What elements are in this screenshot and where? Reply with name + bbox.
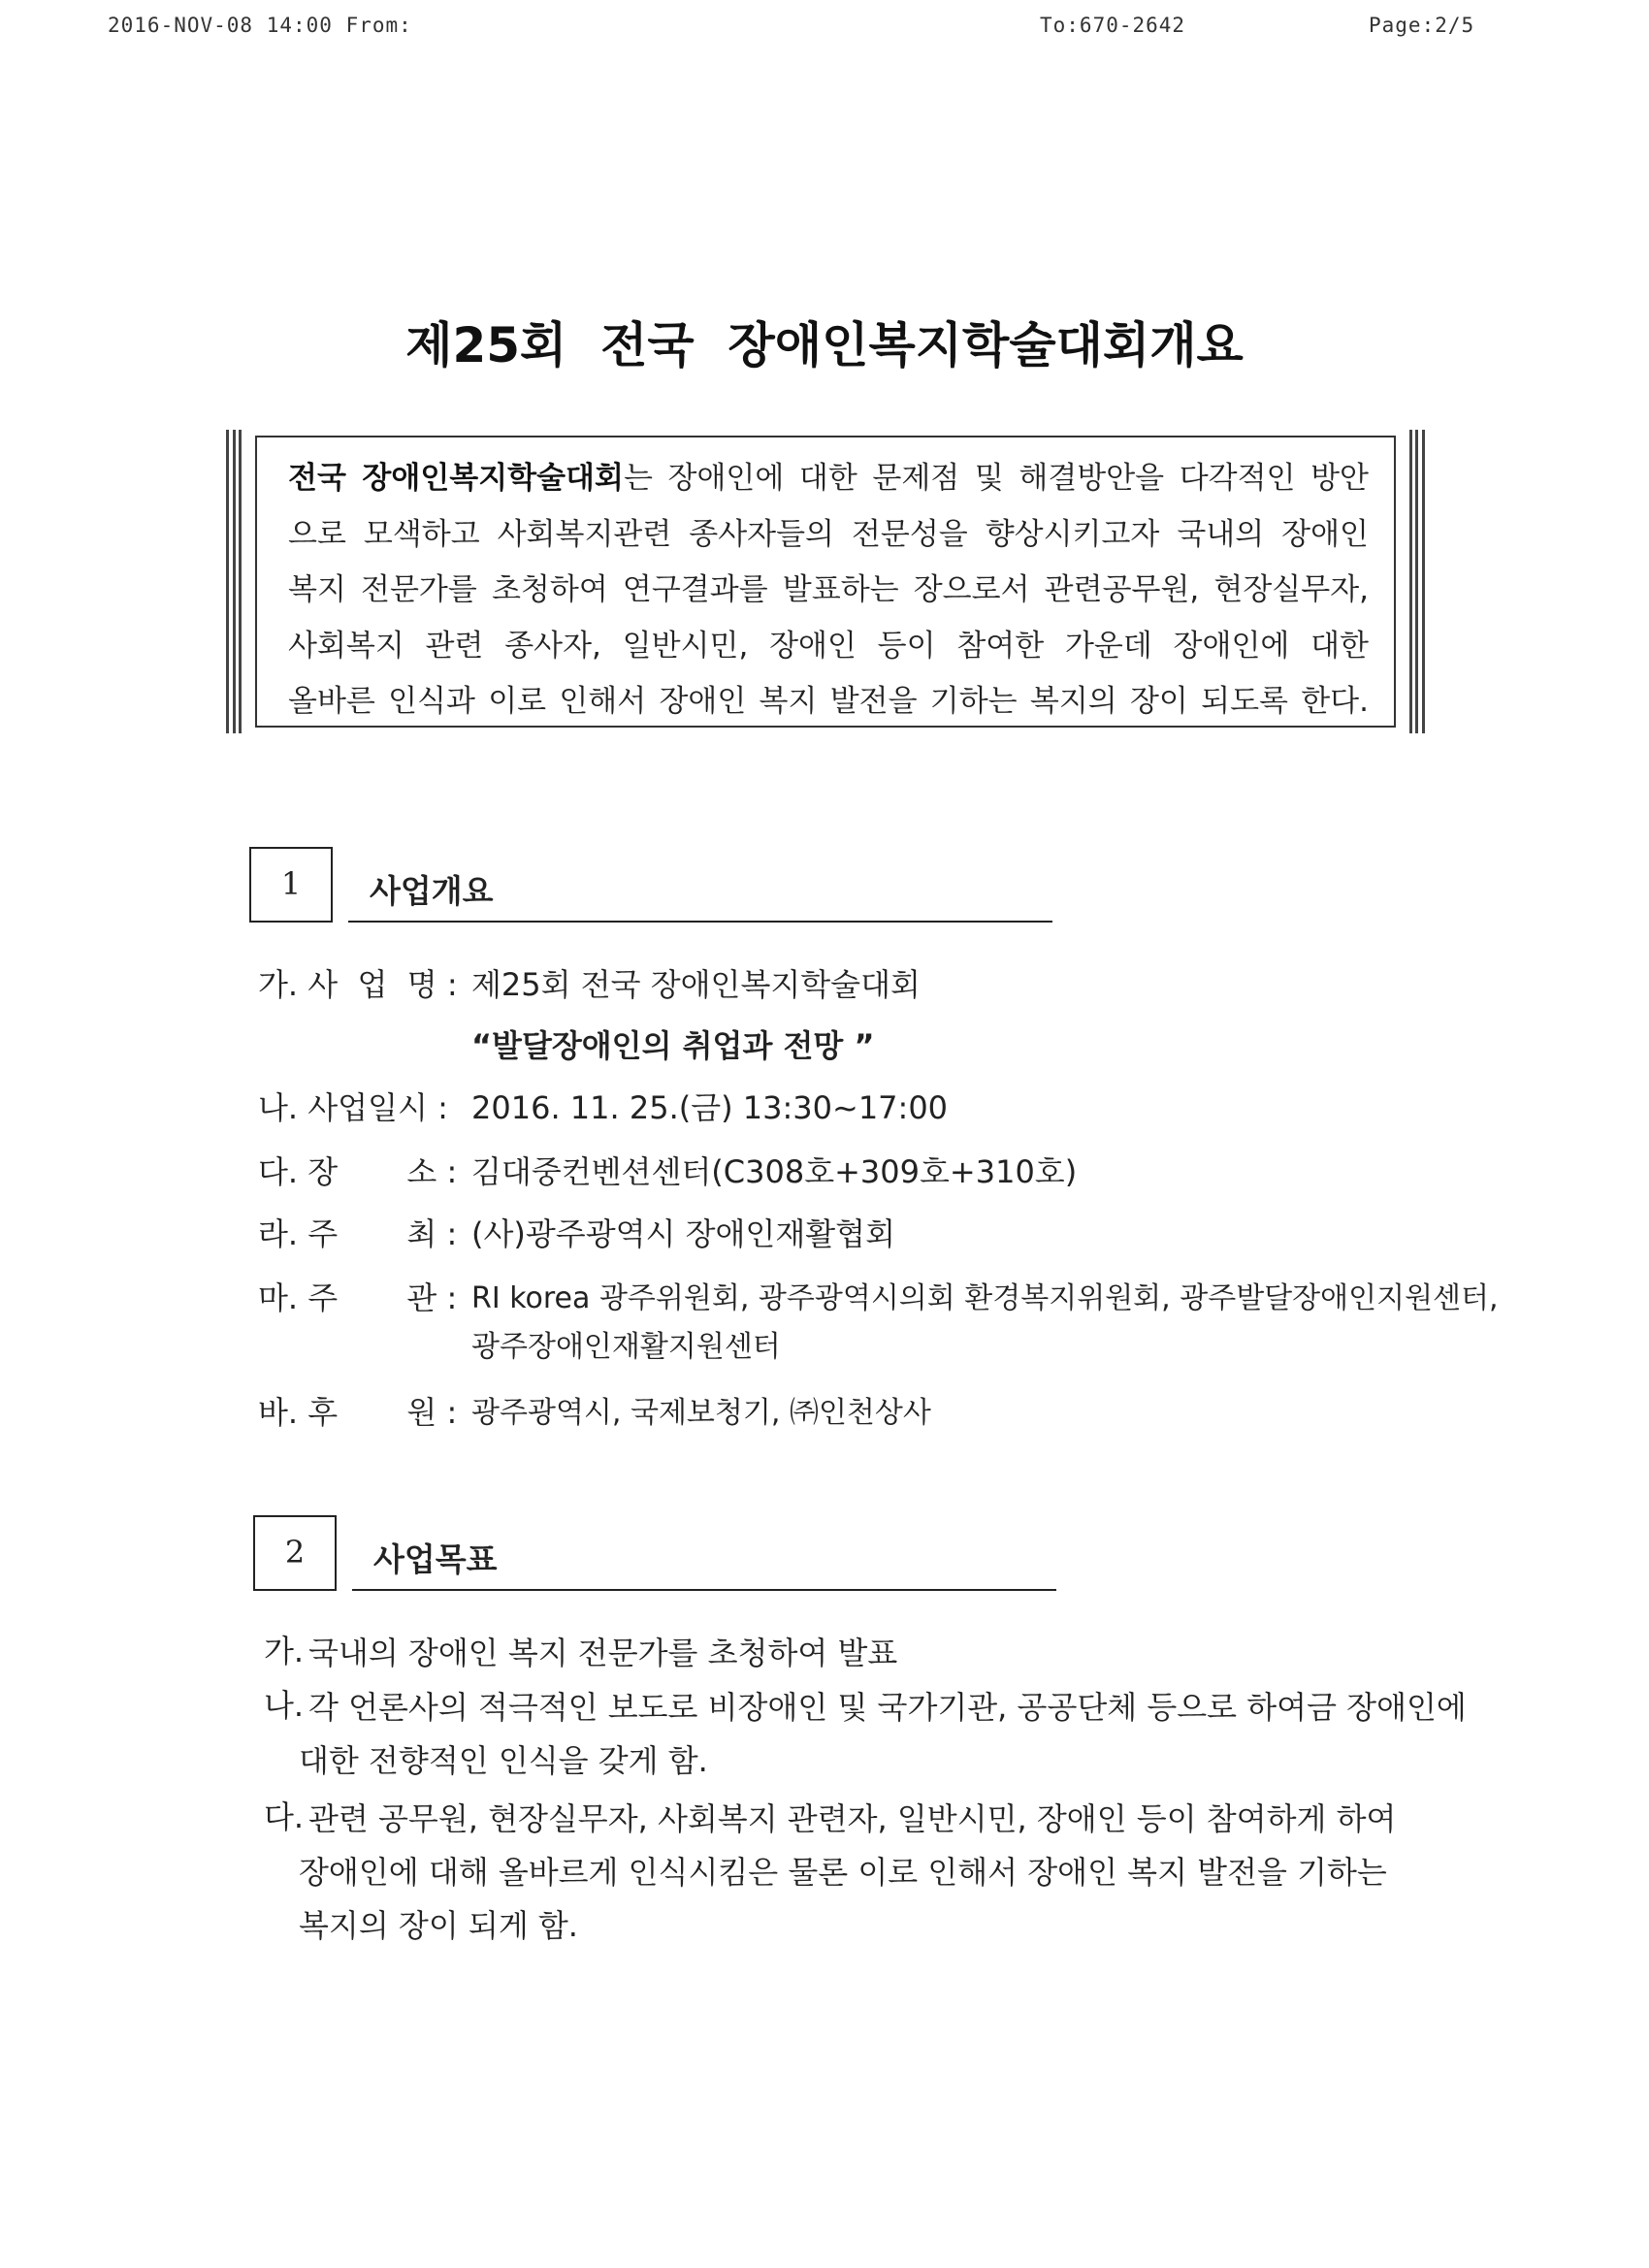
frame-bar bbox=[1422, 430, 1425, 733]
summary-line bbox=[288, 563, 1369, 619]
item-label: 라. 주 최 : bbox=[258, 1215, 458, 1252]
section-number-box: 1 bbox=[249, 847, 333, 923]
summary-text: 올바른 인식과 이로 인해서 장애인 복지 발전을 기하는 복지의 장이 되도록 한다. bbox=[288, 684, 1369, 719]
item-value: 2016. 11. 25.(금) 13:30~17:00 bbox=[471, 1089, 949, 1126]
summary-text: 복지 전문가를 초청하여 연구결과를 발표하는 장으로서 관련공무원, 현장실무자, bbox=[288, 572, 1369, 607]
goal-marker: 다. bbox=[264, 1798, 305, 1835]
item-value: “발달장애인의 취업과 전망 ” bbox=[471, 1027, 875, 1064]
frame-bar bbox=[1409, 430, 1412, 733]
fax-recipient-info: To:670-2642 bbox=[1040, 14, 1186, 37]
goal-text: 국내의 장애인 복지 전문가를 초청하여 발표 bbox=[308, 1635, 898, 1671]
section-underline bbox=[348, 921, 1052, 923]
frame-bar bbox=[226, 430, 229, 733]
summary-box bbox=[255, 436, 1396, 728]
item-label: 가. 사 업 명 : bbox=[258, 966, 458, 1003]
goal-marker: 나. bbox=[264, 1687, 305, 1724]
fax-header bbox=[0, 14, 1649, 43]
summary-line bbox=[288, 507, 1369, 564]
fax-page-number: Page:2/5 bbox=[1369, 14, 1475, 37]
item-value: 제25회 전국 장애인복지학술대회 bbox=[471, 966, 921, 1003]
summary-text: 는 장애인에 대한 문제점 및 해결방안을 다각적인 방안 bbox=[623, 461, 1369, 496]
goal-text: 각 언론사의 적극적인 보도로 비장애인 및 국가기관, 공공단체 등으로 하여금 장애인에 bbox=[308, 1689, 1467, 1726]
item-label: 마. 주 관 : bbox=[258, 1280, 458, 1316]
item-label: 나. 사업일시 : bbox=[258, 1089, 448, 1126]
summary-line bbox=[288, 619, 1369, 675]
item-value: (사)광주광역시 장애인재활협회 bbox=[471, 1215, 895, 1252]
section-number-box: 2 bbox=[253, 1515, 337, 1591]
item-label: 바. 후 원 : bbox=[258, 1394, 458, 1431]
summary-line bbox=[288, 674, 1369, 730]
summary-frame bbox=[226, 430, 1425, 733]
item-value: 광주장애인재활지원센터 bbox=[471, 1330, 781, 1364]
document-title: 제25회 전국 장애인복지학술대회개요 bbox=[405, 317, 1244, 373]
goal-text: 대한 전향적인 인식을 갖게 함. bbox=[299, 1742, 708, 1779]
section-title: 사업개요 bbox=[370, 872, 494, 910]
frame-bar bbox=[239, 430, 242, 733]
goal-text: 관련 공무원, 현장실무자, 사회복지 관련자, 일반시민, 장애인 등이 참여하게 하여 bbox=[308, 1800, 1397, 1837]
item-value: RI korea 광주위원회, 광주광역시의회 환경복지위원회, 광주발달장애인지원센터, bbox=[471, 1281, 1499, 1315]
fax-sender-info: 2016-NOV-08 14:00 From: bbox=[108, 14, 412, 37]
item-label: 다. 장 소 : bbox=[258, 1153, 458, 1190]
section-underline bbox=[352, 1589, 1056, 1591]
frame-bar bbox=[233, 430, 236, 733]
goal-text: 복지의 장이 되게 함. bbox=[299, 1907, 578, 1944]
frame-bar bbox=[1415, 430, 1418, 733]
goal-marker: 가. bbox=[264, 1633, 305, 1669]
item-value: 광주광역시, 국제보청기, ㈜인천상사 bbox=[471, 1396, 931, 1430]
summary-text: 사회복지 관련 종사자, 일반시민, 장애인 등이 참여한 가운데 장애인에 대한 bbox=[288, 628, 1369, 664]
summary-text: 으로 모색하고 사회복지관련 종사자들의 전문성을 향상시키고자 국내의 장애인 bbox=[288, 516, 1369, 552]
section-title: 사업목표 bbox=[373, 1540, 498, 1578]
summary-line bbox=[288, 451, 1369, 507]
summary-bold-phrase: 전국 장애인복지학술대회 bbox=[288, 461, 624, 496]
item-value: 김대중컨벤션센터(C308호+309호+310호) bbox=[471, 1153, 1078, 1190]
goal-text: 장애인에 대해 올바르게 인식시킴은 물론 이로 인해서 장애인 복지 발전을 기하는 bbox=[299, 1854, 1387, 1891]
